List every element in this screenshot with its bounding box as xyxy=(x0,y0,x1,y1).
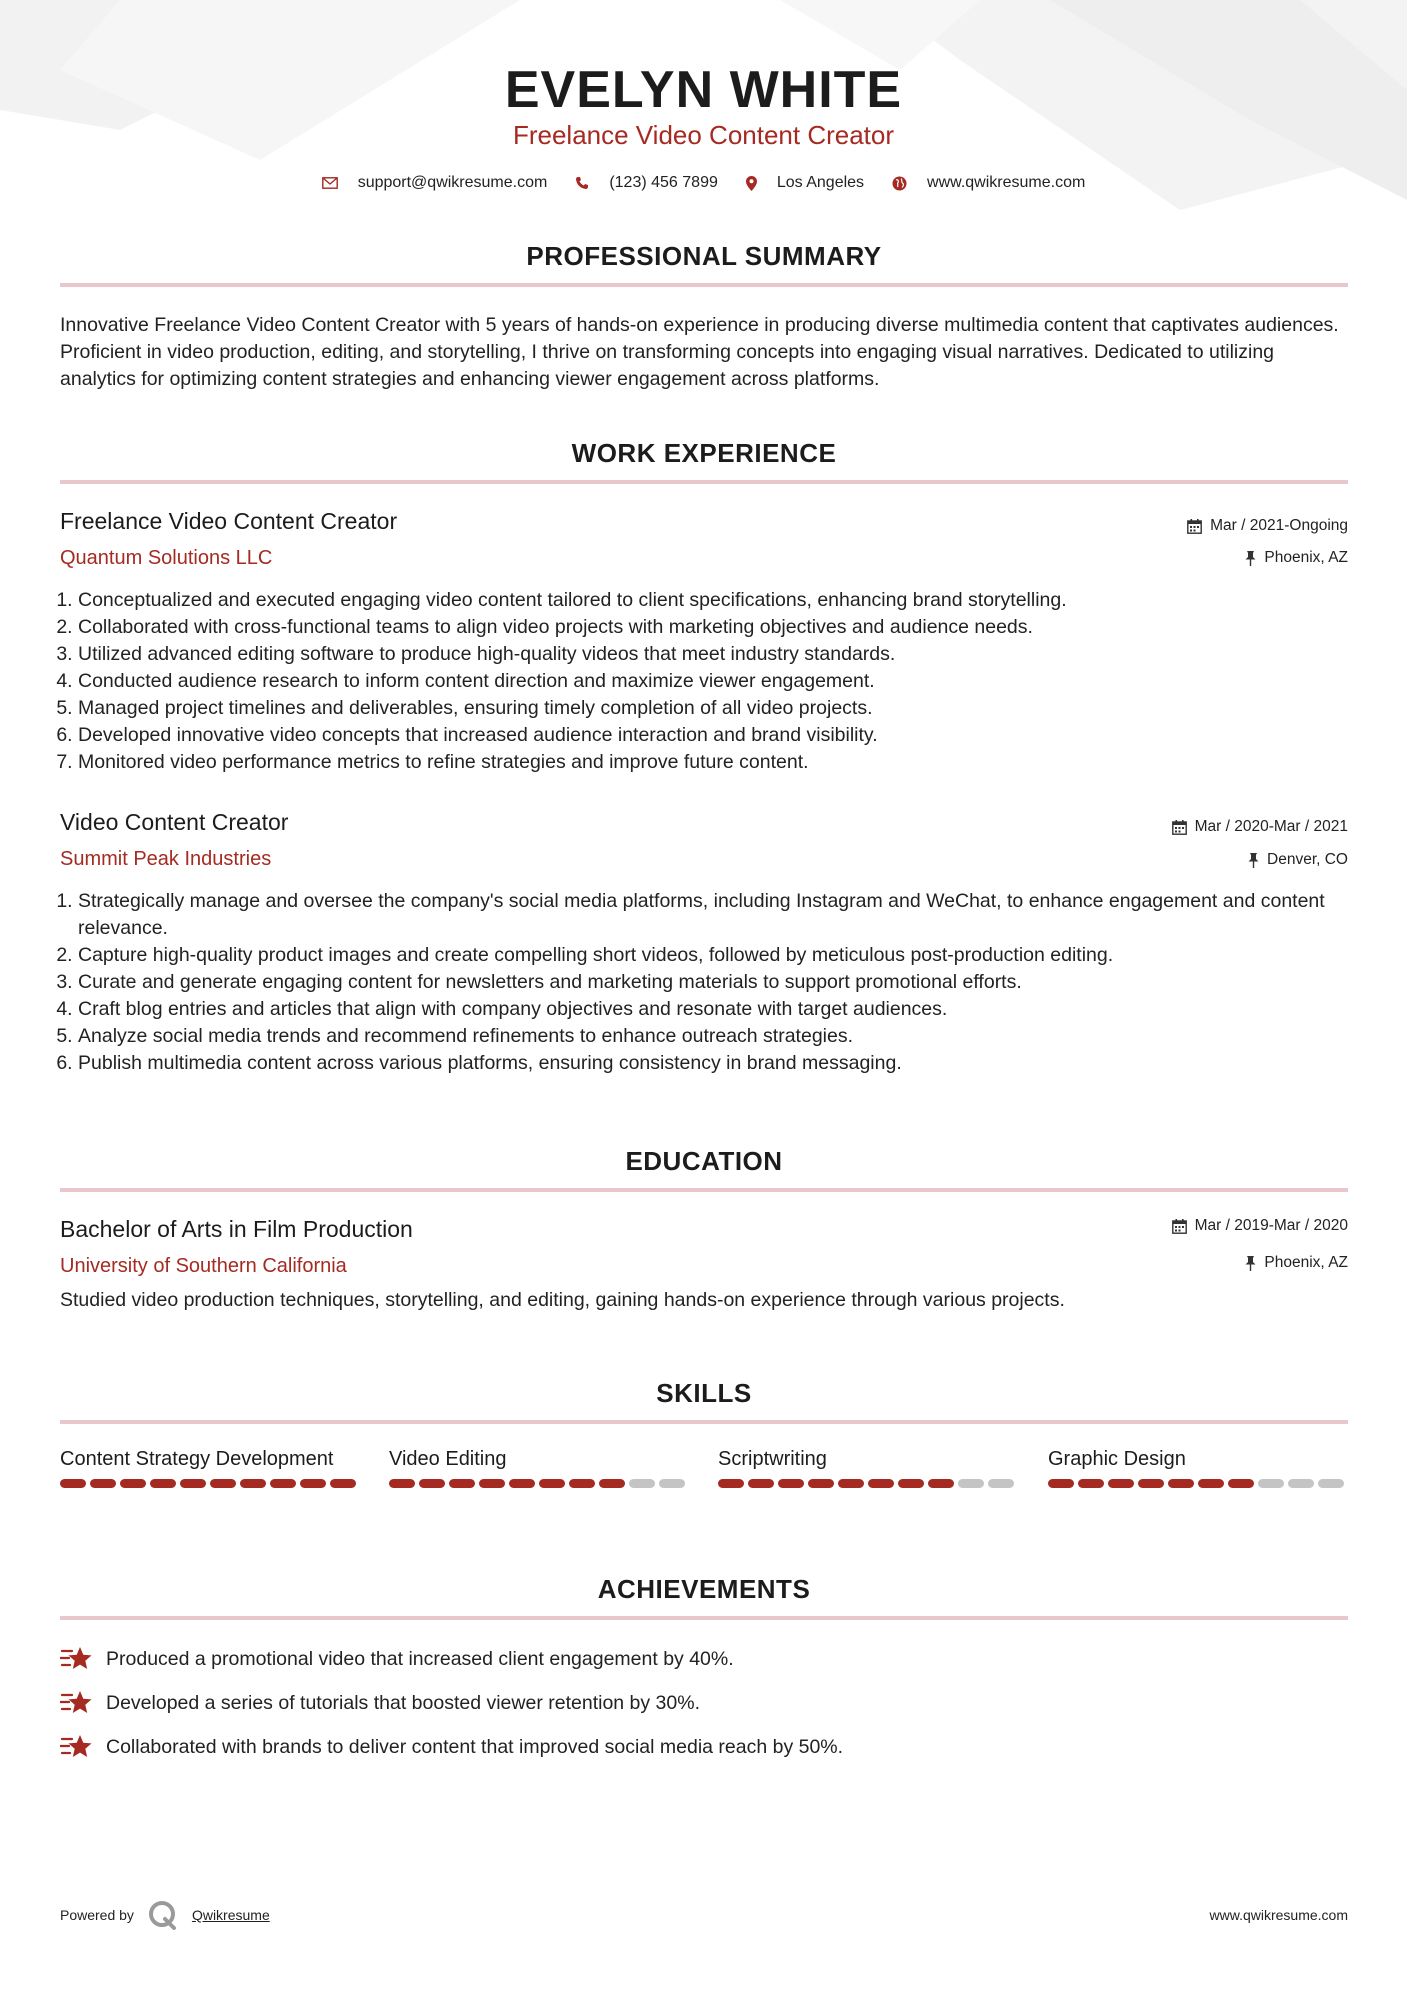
achievements-divider xyxy=(60,1616,1348,1620)
contact-location-text: Los Angeles xyxy=(776,174,865,191)
skills-heading: SKILLS xyxy=(656,1378,752,1408)
skill-dot-filled xyxy=(180,1479,206,1488)
job-dates-text: Mar / 2020-Mar / 2021 xyxy=(1194,818,1348,835)
list-item: 6. Developed innovative video concepts that increased audience interaction and brand visibility. xyxy=(78,722,1358,749)
contact-email-text: support@qwikresume.com xyxy=(357,174,548,191)
qwikresume-link[interactable]: Qwikresume xyxy=(191,1907,270,1923)
star-icon xyxy=(60,1646,94,1672)
skill-item xyxy=(1048,1446,1348,1488)
calendar-icon xyxy=(1172,820,1187,835)
list-item: 3. Utilized advanced editing software to produce high-quality videos that meet industry standards. xyxy=(78,641,1358,668)
skill-dot-filled xyxy=(718,1479,744,1488)
contact-location xyxy=(746,174,864,192)
skill-name: Graphic Design xyxy=(1048,1448,1186,1470)
footer-website[interactable]: www.qwikresume.com xyxy=(1209,1907,1348,1923)
skill-name: Video Editing xyxy=(389,1448,507,1470)
job-bullet-list xyxy=(60,888,1358,1077)
skill-dot-filled xyxy=(868,1479,894,1488)
contact-website[interactable] xyxy=(892,174,1085,192)
skill-dot-filled xyxy=(479,1479,505,1488)
skill-dot-filled xyxy=(240,1479,266,1488)
contact-bar xyxy=(0,174,1407,192)
achievements-heading: ACHIEVEMENTS xyxy=(597,1574,811,1604)
skill-rating xyxy=(1048,1479,1348,1488)
education-location xyxy=(1245,1254,1348,1272)
qwikresume-logo-icon xyxy=(148,1900,178,1930)
job-company: Quantum Solutions LLC xyxy=(60,547,273,569)
job-location xyxy=(1248,851,1348,869)
skill-dot-filled xyxy=(150,1479,176,1488)
skill-dot-filled xyxy=(808,1479,834,1488)
skill-dot-empty xyxy=(958,1479,984,1488)
list-item: 3. Curate and generate engaging content for newsletters and marketing materials to support promotional efforts. xyxy=(78,969,1358,996)
skill-dot-filled xyxy=(1198,1479,1224,1488)
skill-name: Content Strategy Development xyxy=(60,1448,334,1470)
list-item: 2. Capture high-quality product images and create compelling short videos, followed by meticulous post-production editing. xyxy=(78,942,1358,969)
skills-divider xyxy=(60,1420,1348,1424)
job-location xyxy=(1245,549,1348,567)
skill-dot-filled xyxy=(1168,1479,1194,1488)
skill-dot-filled xyxy=(1138,1479,1164,1488)
skill-dot-empty xyxy=(988,1479,1014,1488)
achievement-text: Developed a series of tutorials that boosted viewer retention by 30%. xyxy=(106,1691,701,1714)
skill-dot-empty xyxy=(1258,1479,1284,1488)
list-item: 5. Analyze social media trends and recommend refinements to enhance outreach strategies. xyxy=(78,1023,1358,1050)
list-item: 6. Publish multimedia content across various platforms, ensuring consistency in brand messaging. xyxy=(78,1050,1358,1077)
skill-dot-filled xyxy=(928,1479,954,1488)
job-title: Freelance Video Content Creator xyxy=(60,508,398,534)
job-location-text: Denver, CO xyxy=(1267,851,1348,868)
candidate-name: EVELYN WHITE xyxy=(504,61,903,119)
skill-dot-filled xyxy=(898,1479,924,1488)
globe-icon xyxy=(892,176,907,191)
skill-rating xyxy=(389,1479,689,1488)
job-dates xyxy=(1187,517,1348,535)
skill-dot-filled xyxy=(1078,1479,1104,1488)
contact-phone[interactable] xyxy=(575,174,718,192)
candidate-title: Freelance Video Content Creator xyxy=(512,120,895,150)
job-dates xyxy=(1172,818,1348,836)
education-dates xyxy=(1172,1217,1348,1235)
skill-dot-filled xyxy=(90,1479,116,1488)
pushpin-icon xyxy=(1245,1256,1256,1271)
experience-divider xyxy=(60,480,1348,484)
skill-dot-empty xyxy=(629,1479,655,1488)
school-name: University of Southern California xyxy=(60,1255,347,1277)
education-dates-text: Mar / 2019-Mar / 2020 xyxy=(1194,1217,1348,1234)
pushpin-icon xyxy=(1248,853,1259,868)
envelope-icon xyxy=(322,177,338,189)
list-item: 1. Conceptualized and executed engaging video content tailored to client specifications, enhancing brand storytelling. xyxy=(78,587,1358,614)
skill-dot-filled xyxy=(599,1479,625,1488)
skill-dot-filled xyxy=(60,1479,86,1488)
skill-item xyxy=(718,1446,1018,1488)
skill-dot-filled xyxy=(300,1479,326,1488)
skill-dot-filled xyxy=(838,1479,864,1488)
skill-name: Scriptwriting xyxy=(718,1448,827,1470)
skill-dot-empty xyxy=(1318,1479,1344,1488)
achievement-text: Collaborated with brands to deliver content that improved social media reach by 50%. xyxy=(106,1735,844,1758)
achievement-item xyxy=(60,1690,700,1716)
star-icon xyxy=(60,1734,94,1760)
skill-rating xyxy=(718,1479,1018,1488)
list-item: 4. Craft blog entries and articles that align with company objectives and resonate with target audiences. xyxy=(78,996,1358,1023)
education-divider xyxy=(60,1188,1348,1192)
achievement-item xyxy=(60,1734,843,1760)
job-bullet-list xyxy=(60,587,1358,776)
skill-dot-filled xyxy=(270,1479,296,1488)
job-title: Video Content Creator xyxy=(60,809,289,835)
skill-dot-empty xyxy=(1288,1479,1314,1488)
skill-item xyxy=(389,1446,689,1488)
job-dates-text: Mar / 2021-Ongoing xyxy=(1210,517,1348,534)
skill-dot-filled xyxy=(748,1479,774,1488)
education-location-text: Phoenix, AZ xyxy=(1264,1254,1348,1271)
calendar-icon xyxy=(1187,519,1202,534)
job-company: Summit Peak Industries xyxy=(60,848,272,870)
skill-dot-filled xyxy=(509,1479,535,1488)
job-location-text: Phoenix, AZ xyxy=(1264,549,1348,566)
skill-dot-filled xyxy=(569,1479,595,1488)
powered-by-label: Powered by xyxy=(60,1907,134,1923)
pushpin-icon xyxy=(1245,551,1256,566)
star-icon xyxy=(60,1690,94,1716)
skill-dot-filled xyxy=(539,1479,565,1488)
list-item: 7. Monitored video performance metrics to refine strategies and improve future content. xyxy=(78,749,1358,776)
phone-icon xyxy=(575,176,589,190)
skill-dot-filled xyxy=(449,1479,475,1488)
skill-dot-filled xyxy=(419,1479,445,1488)
contact-email[interactable] xyxy=(322,174,548,192)
list-item: 4. Conducted audience research to inform content direction and maximize viewer engagement. xyxy=(78,668,1358,695)
achievement-text: Produced a promotional video that increased client engagement by 40%. xyxy=(106,1647,734,1670)
skill-dot-filled xyxy=(1048,1479,1074,1488)
map-pin-icon xyxy=(746,176,757,191)
skill-dot-filled xyxy=(778,1479,804,1488)
skill-rating xyxy=(60,1479,360,1488)
contact-phone-text: (123) 456 7899 xyxy=(609,174,718,191)
calendar-icon xyxy=(1172,1219,1187,1234)
skill-dot-empty xyxy=(659,1479,685,1488)
list-item: 5. Managed project timelines and deliverables, ensuring timely completion of all video projects. xyxy=(78,695,1358,722)
skill-dot-filled xyxy=(389,1479,415,1488)
skill-dot-filled xyxy=(120,1479,146,1488)
list-item: 1. Strategically manage and oversee the company's social media platforms, including Instagram and WeChat, to enhance engagement and content relevance. xyxy=(78,888,1358,942)
experience-heading: WORK EXPERIENCE xyxy=(571,438,837,468)
summary-heading: PROFESSIONAL SUMMARY xyxy=(526,241,882,271)
summary-text: Innovative Freelance Video Content Creator with 5 years of hands-on experience in producing diverse multimedia content that captivates audiences. Proficient in video production, editing, and storytelling, I thrive on transforming concepts into engaging visual narratives. Dedicated to utilizing analytics for optimizing content strategies and enhancing viewer engagement across platforms. xyxy=(60,314,1339,390)
skill-dot-filled xyxy=(1228,1479,1254,1488)
skill-dot-filled xyxy=(330,1479,356,1488)
education-heading: EDUCATION xyxy=(625,1146,783,1176)
skill-item xyxy=(60,1446,360,1488)
list-item: 2. Collaborated with cross-functional teams to align video projects with marketing objectives and audience needs. xyxy=(78,614,1358,641)
summary-divider xyxy=(60,283,1348,287)
footer-powered-by xyxy=(60,1900,270,1930)
skill-dot-filled xyxy=(210,1479,236,1488)
education-description: Studied video production techniques, storytelling, and editing, gaining hands-on experience through various projects. xyxy=(60,1289,1065,1311)
contact-website-text: www.qwikresume.com xyxy=(927,174,1086,191)
skill-dot-filled xyxy=(1108,1479,1134,1488)
achievement-item xyxy=(60,1646,734,1672)
degree-title: Bachelor of Arts in Film Production xyxy=(60,1216,413,1242)
